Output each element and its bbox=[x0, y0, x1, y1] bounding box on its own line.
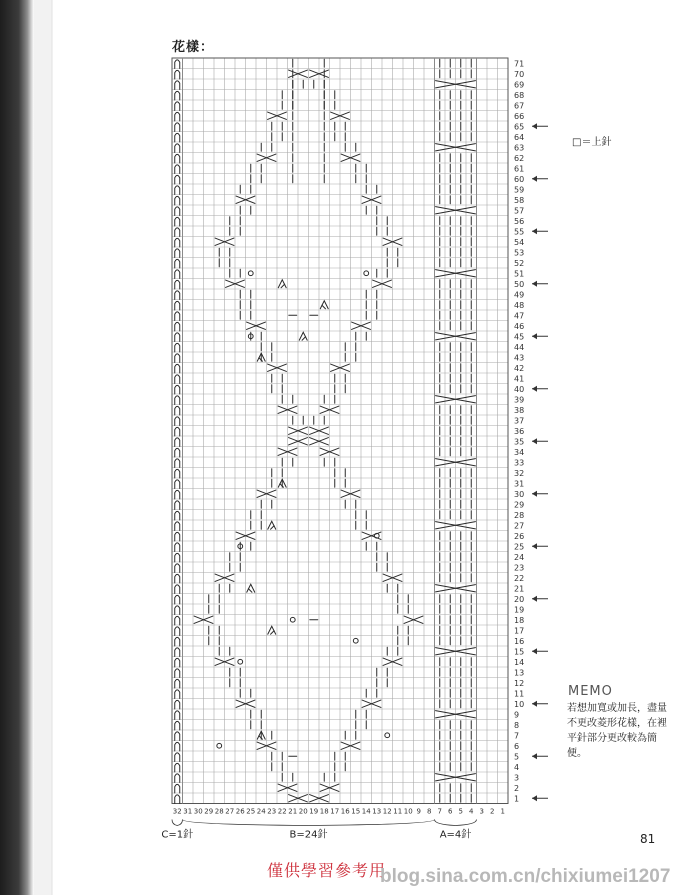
row-number: 64 bbox=[514, 132, 525, 142]
slip-stitch-loop bbox=[175, 133, 180, 142]
memo-text: 若想加寬或加長，盡量不更改菱形花樣，在裡平針部分更改較為簡便。 bbox=[567, 703, 667, 759]
slip-stitch-loop bbox=[175, 175, 180, 184]
slip-stitch-loop bbox=[175, 270, 180, 279]
slip-stitch-loop bbox=[175, 732, 180, 741]
stitch-number: 27 bbox=[225, 807, 235, 816]
decrease-stitch bbox=[247, 584, 255, 592]
slip-stitch-loop bbox=[175, 312, 180, 321]
slip-stitch-loop bbox=[175, 553, 180, 562]
slip-stitch-loop bbox=[175, 165, 180, 174]
row-number: 14 bbox=[514, 657, 525, 667]
row-number: 70 bbox=[514, 69, 525, 79]
row-number: 8 bbox=[514, 720, 520, 730]
slip-stitch-loop bbox=[175, 60, 180, 69]
slip-stitch-loop bbox=[175, 585, 180, 594]
row-number: 28 bbox=[514, 510, 525, 520]
slip-stitch-loop bbox=[175, 564, 180, 573]
slip-stitch-loop bbox=[175, 291, 180, 300]
row-number: 41 bbox=[514, 374, 525, 384]
slip-stitch-loop bbox=[175, 81, 180, 90]
row-number: 24 bbox=[514, 552, 525, 562]
stitch-number: 28 bbox=[214, 807, 224, 816]
chart-labels bbox=[161, 59, 548, 840]
stitch-number: 20 bbox=[298, 807, 308, 816]
slip-stitch-loop bbox=[175, 144, 180, 153]
row-number: 13 bbox=[514, 668, 525, 678]
chart-symbols bbox=[175, 59, 476, 803]
slip-stitch-loop bbox=[175, 123, 180, 132]
row-number: 20 bbox=[514, 594, 525, 604]
slip-stitch-loop bbox=[175, 427, 180, 436]
row-number: 48 bbox=[514, 300, 525, 310]
slip-stitch-loop bbox=[175, 354, 180, 363]
yarn-over bbox=[248, 271, 253, 276]
slip-stitch-loop bbox=[175, 679, 180, 688]
row-number: 27 bbox=[514, 521, 525, 531]
row-arrow-head bbox=[532, 753, 537, 759]
row-number: 19 bbox=[514, 605, 525, 615]
row-number: 23 bbox=[514, 563, 525, 573]
slip-stitch-loop bbox=[175, 616, 180, 625]
row-arrow-head bbox=[532, 543, 537, 549]
slip-stitch-loop bbox=[175, 228, 180, 237]
slip-stitch-loop bbox=[175, 763, 180, 772]
decrease-stitch bbox=[278, 280, 286, 288]
slip-stitch-loop bbox=[175, 186, 180, 195]
slip-stitch-loop bbox=[175, 490, 180, 499]
row-arrow-head bbox=[532, 333, 537, 339]
row-number: 2 bbox=[514, 783, 520, 793]
row-number: 52 bbox=[514, 258, 525, 268]
row-number: 57 bbox=[514, 206, 525, 216]
slip-stitch-loop bbox=[175, 333, 180, 342]
row-arrow-head bbox=[532, 228, 537, 234]
slip-stitch-loop bbox=[175, 102, 180, 111]
stitch-number: 15 bbox=[351, 807, 361, 816]
slip-stitch-loop bbox=[175, 637, 180, 646]
stitch-number: 5 bbox=[458, 807, 463, 816]
slip-stitch-loop bbox=[175, 522, 180, 531]
row-number: 69 bbox=[514, 80, 525, 90]
stitch-number: 24 bbox=[256, 807, 266, 816]
page-title: 花樣： bbox=[172, 40, 215, 55]
slip-stitch-loop bbox=[175, 406, 180, 415]
row-number: 40 bbox=[514, 384, 525, 394]
slip-stitch-loop bbox=[175, 322, 180, 331]
chart-grid bbox=[172, 58, 508, 804]
slip-stitch-loop bbox=[175, 700, 180, 709]
slip-stitch-loop bbox=[175, 627, 180, 636]
stitch-number: 11 bbox=[393, 807, 403, 816]
slip-stitch-loop bbox=[175, 469, 180, 478]
row-number: 68 bbox=[514, 90, 525, 100]
stitch-number: 9 bbox=[416, 807, 421, 816]
row-number: 33 bbox=[514, 458, 525, 468]
stitch-number: 13 bbox=[372, 807, 382, 816]
row-number: 65 bbox=[514, 122, 525, 132]
slip-stitch-loop bbox=[175, 543, 180, 552]
slip-stitch-loop bbox=[175, 259, 180, 268]
slip-stitch-loop bbox=[175, 784, 180, 793]
row-number: 21 bbox=[514, 584, 525, 594]
yarn-over bbox=[217, 743, 222, 748]
row-number: 59 bbox=[514, 185, 525, 195]
row-number: 53 bbox=[514, 248, 525, 258]
row-number: 63 bbox=[514, 143, 525, 153]
slip-stitch-loop bbox=[175, 448, 180, 457]
slip-stitch-loop bbox=[175, 795, 180, 804]
stitch-number: 16 bbox=[340, 807, 350, 816]
stitch-number: 3 bbox=[479, 807, 484, 816]
watermark-text: 僅供學習參考用 bbox=[267, 861, 387, 880]
row-number: 9 bbox=[514, 710, 520, 720]
row-number: 49 bbox=[514, 290, 525, 300]
row-number: 30 bbox=[514, 489, 525, 499]
slip-stitch-loop bbox=[175, 217, 180, 226]
slip-stitch-loop bbox=[175, 511, 180, 520]
slip-stitch-loop bbox=[175, 396, 180, 405]
row-number: 11 bbox=[514, 689, 525, 699]
slip-stitch-loop bbox=[175, 742, 180, 751]
row-number: 15 bbox=[514, 647, 525, 657]
slip-stitch-loop bbox=[175, 669, 180, 678]
stitch-number: 17 bbox=[330, 807, 340, 816]
row-number: 45 bbox=[514, 332, 525, 342]
row-arrow-head bbox=[532, 281, 537, 287]
slip-stitch-loop bbox=[175, 112, 180, 121]
row-number: 46 bbox=[514, 321, 525, 331]
slip-stitch-loop bbox=[175, 238, 180, 247]
row-number: 12 bbox=[514, 678, 525, 688]
stitch-number: 10 bbox=[403, 807, 413, 816]
row-number: 4 bbox=[514, 762, 520, 772]
row-number: 58 bbox=[514, 195, 525, 205]
slip-stitch-loop bbox=[175, 196, 180, 205]
row-number: 29 bbox=[514, 500, 525, 510]
slip-stitch-loop bbox=[175, 91, 180, 100]
row-number: 71 bbox=[514, 59, 525, 69]
row-number: 34 bbox=[514, 447, 525, 457]
row-number: 51 bbox=[514, 269, 525, 279]
section-bracket bbox=[435, 820, 477, 826]
row-number: 5 bbox=[514, 752, 520, 762]
stitch-number: 6 bbox=[448, 807, 453, 816]
row-arrow-head bbox=[532, 795, 537, 801]
stitch-number: 18 bbox=[319, 807, 329, 816]
slip-stitch-loop bbox=[175, 774, 180, 783]
memo-title: MEMO bbox=[568, 684, 613, 699]
row-number: 60 bbox=[514, 174, 525, 184]
row-arrow-head bbox=[532, 123, 537, 129]
row-number: 39 bbox=[514, 395, 525, 405]
row-arrow-head bbox=[532, 386, 537, 392]
stitch-number: 1 bbox=[500, 807, 505, 816]
row-number: 47 bbox=[514, 311, 525, 321]
row-number: 50 bbox=[514, 279, 525, 289]
slip-stitch-loop bbox=[175, 385, 180, 394]
slip-stitch-loop bbox=[175, 301, 180, 310]
section-label: C=1針 bbox=[161, 829, 194, 841]
row-number: 38 bbox=[514, 405, 525, 415]
stitch-number: 22 bbox=[277, 807, 287, 816]
row-arrow-head bbox=[532, 648, 537, 654]
yarn-over bbox=[364, 271, 369, 276]
slip-stitch-loop bbox=[175, 154, 180, 163]
section-label: A=4針 bbox=[439, 829, 472, 841]
row-number: 1 bbox=[514, 794, 520, 804]
slip-stitch-loop bbox=[175, 249, 180, 258]
row-number: 66 bbox=[514, 111, 525, 121]
slip-stitch-loop bbox=[175, 606, 180, 615]
slip-stitch-loop bbox=[175, 417, 180, 426]
row-number: 32 bbox=[514, 468, 525, 478]
row-number: 44 bbox=[514, 342, 525, 352]
row-number: 22 bbox=[514, 573, 525, 583]
row-number: 56 bbox=[514, 216, 525, 226]
stitch-number: 29 bbox=[204, 807, 214, 816]
row-number: 16 bbox=[514, 636, 525, 646]
stitch-number: 30 bbox=[193, 807, 203, 816]
row-number: 10 bbox=[514, 699, 525, 709]
row-number: 7 bbox=[514, 731, 520, 741]
slip-stitch-loop bbox=[175, 375, 180, 384]
row-number: 17 bbox=[514, 626, 525, 636]
stitch-number: 4 bbox=[469, 807, 474, 816]
decrease-stitch bbox=[268, 521, 276, 529]
row-arrow-head bbox=[532, 438, 537, 444]
row-arrow-head bbox=[532, 596, 537, 602]
stitch-number: 23 bbox=[267, 807, 277, 816]
slip-stitch-loop bbox=[175, 648, 180, 657]
row-number: 18 bbox=[514, 615, 525, 625]
stitch-number: 14 bbox=[361, 807, 371, 816]
row-number: 26 bbox=[514, 531, 525, 541]
row-arrow-head bbox=[532, 176, 537, 182]
row-number: 25 bbox=[514, 542, 525, 552]
row-number: 62 bbox=[514, 153, 525, 163]
stitch-number: 19 bbox=[309, 807, 319, 816]
page-number: 81 bbox=[640, 832, 656, 846]
row-number: 67 bbox=[514, 101, 525, 111]
slip-stitch-loop bbox=[175, 459, 180, 468]
row-arrow-head bbox=[532, 491, 537, 497]
slip-stitch-loop bbox=[175, 595, 180, 604]
decrease-stitch bbox=[299, 332, 307, 340]
section-label: B=24針 bbox=[289, 829, 328, 841]
section-bracket bbox=[183, 820, 435, 826]
yarn-over bbox=[290, 617, 295, 622]
row-number: 37 bbox=[514, 416, 525, 426]
slip-stitch-loop bbox=[175, 70, 180, 79]
row-number: 42 bbox=[514, 363, 525, 373]
stitch-number: 32 bbox=[172, 807, 182, 816]
watermark-url: blog.sina.com.cn/chixiumei1207 bbox=[380, 866, 671, 887]
decrease-stitch bbox=[268, 626, 276, 634]
slip-stitch-loop bbox=[175, 364, 180, 373]
legend-purl: □＝上針 bbox=[572, 137, 612, 148]
slip-stitch-loop bbox=[175, 574, 180, 583]
slip-stitch-loop bbox=[175, 343, 180, 352]
row-number: 6 bbox=[514, 741, 520, 751]
stitch-number: 8 bbox=[427, 807, 432, 816]
row-arrow-head bbox=[532, 701, 537, 707]
slip-stitch-loop bbox=[175, 480, 180, 489]
slip-stitch-loop bbox=[175, 690, 180, 699]
yarn-over bbox=[353, 638, 358, 643]
stitch-number: 2 bbox=[490, 807, 495, 816]
row-number: 31 bbox=[514, 479, 525, 489]
stitch-number: 7 bbox=[437, 807, 442, 816]
section-bracket bbox=[172, 820, 183, 826]
slip-stitch-loop bbox=[175, 753, 180, 762]
stitch-number: 21 bbox=[288, 807, 298, 816]
stitch-number: 26 bbox=[235, 807, 245, 816]
slip-stitch-loop bbox=[175, 711, 180, 720]
stitch-number: 25 bbox=[246, 807, 256, 816]
yarn-over bbox=[385, 733, 390, 738]
stitch-number: 12 bbox=[382, 807, 392, 816]
slip-stitch-loop bbox=[175, 501, 180, 510]
stitch-number: 31 bbox=[183, 807, 193, 816]
slip-stitch-loop bbox=[175, 721, 180, 730]
row-number: 3 bbox=[514, 773, 520, 783]
slip-stitch-loop bbox=[175, 438, 180, 447]
slip-stitch-loop bbox=[175, 280, 180, 289]
slip-stitch-loop bbox=[175, 658, 180, 667]
row-number: 35 bbox=[514, 437, 525, 447]
decrease-stitch bbox=[320, 301, 328, 309]
row-number: 43 bbox=[514, 353, 525, 363]
row-number: 54 bbox=[514, 237, 525, 247]
row-number: 61 bbox=[514, 164, 525, 174]
slip-stitch-loop bbox=[175, 207, 180, 216]
row-number: 55 bbox=[514, 227, 525, 237]
row-number: 36 bbox=[514, 426, 525, 436]
yarn-over bbox=[238, 659, 243, 664]
slip-stitch-loop bbox=[175, 532, 180, 541]
